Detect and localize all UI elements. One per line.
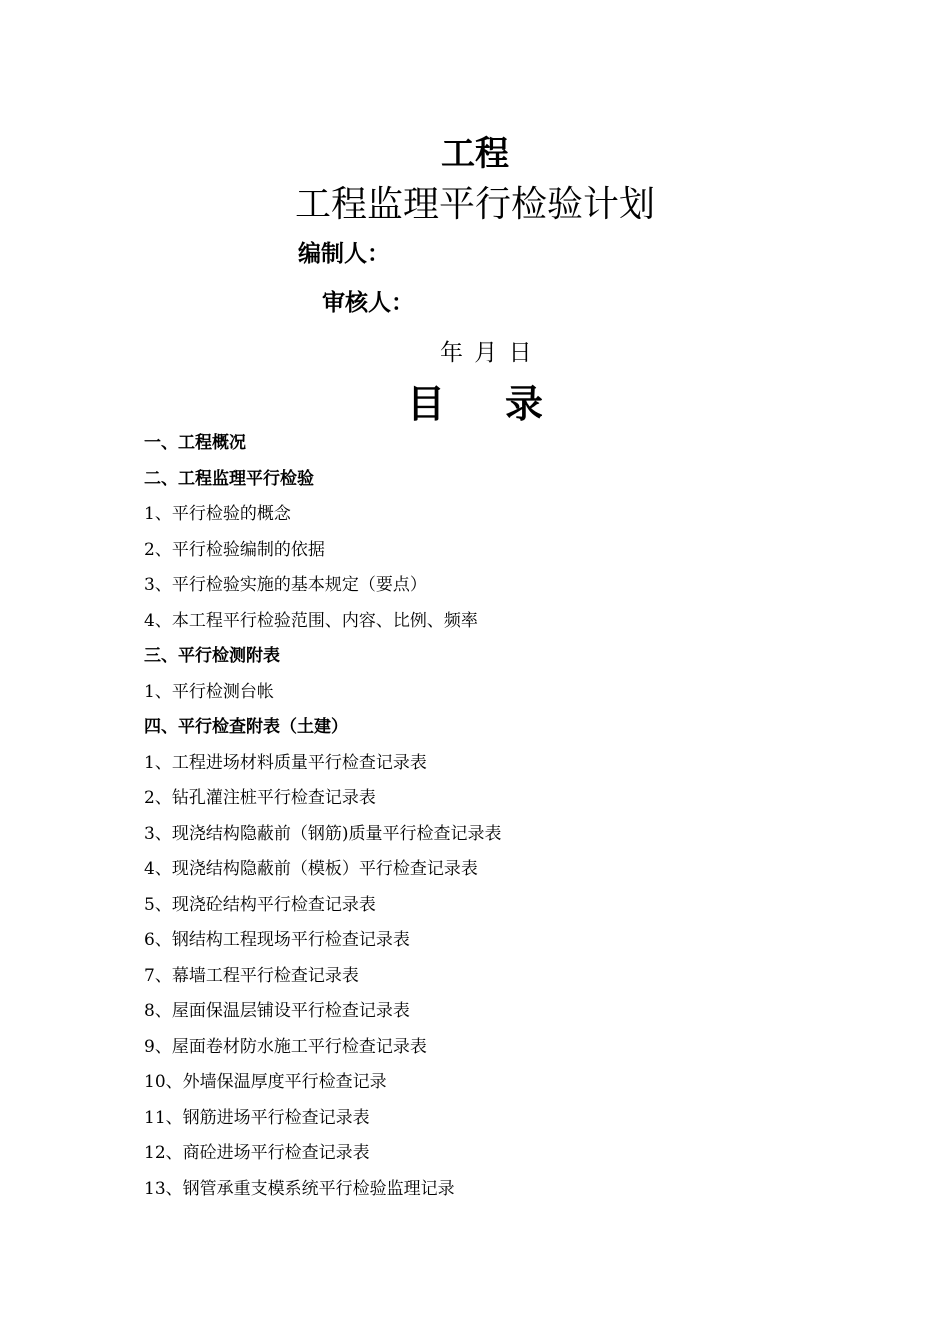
- table-of-contents: [144, 426, 844, 1207]
- toc-entry: 2、钻孔灌注桩平行检查记录表: [144, 788, 376, 808]
- toc-entry: 12、商砼进场平行检查记录表: [144, 1143, 370, 1163]
- toc-title-left: 目: [406, 382, 445, 426]
- toc-entry: 2、平行检验编制的依据: [144, 539, 325, 560]
- plan-title: 工程监理平行检验计划: [294, 184, 655, 225]
- toc-entry: 1、工程进场材料质量平行检查记录表: [144, 752, 427, 773]
- toc-section-heading: 二、工程监理平行检验: [144, 468, 314, 489]
- toc-entry: 4、现浇结构隐蔽前（模板）平行检查记录表: [144, 859, 478, 879]
- toc-title: [0, 380, 950, 428]
- toc-entry: 3、现浇结构隐蔽前（钢筋)质量平行检查记录表: [144, 823, 502, 844]
- toc-entry: 7、幕墙工程平行检查记录表: [144, 965, 359, 986]
- toc-entry: 1、平行检验的概念: [144, 504, 291, 524]
- toc-entry: 5、现浇砼结构平行检查记录表: [144, 894, 376, 915]
- toc-entry: 11、钢筋进场平行检查记录表: [144, 1107, 370, 1128]
- date-line: 年 月 日: [440, 340, 534, 366]
- toc-entry: 1、平行检测台帐: [144, 681, 274, 702]
- toc-section-heading: 三、平行检测附表: [144, 646, 280, 666]
- toc-entry: 6、钢结构工程现场平行检查记录表: [144, 930, 410, 950]
- project-name: 工程: [441, 134, 509, 174]
- toc-section-heading: 四、平行检查附表（土建）: [144, 717, 348, 737]
- toc-entry: 3、平行检验实施的基本规定（要点）: [144, 575, 427, 595]
- toc-entry: 4、本工程平行检验范围、内容、比例、频率: [144, 610, 478, 631]
- toc-entry: 8、屋面保温层铺设平行检查记录表: [144, 1001, 410, 1021]
- toc-entry: 9、屋面卷材防水施工平行检查记录表: [144, 1036, 427, 1057]
- reviewer-label: 审核人：: [322, 290, 414, 316]
- compiler-label: 编制人：: [298, 241, 390, 267]
- toc-entry: 10、外墙保温厚度平行检查记录: [144, 1072, 387, 1092]
- toc-section-heading: 一、工程概况: [144, 433, 246, 453]
- toc-title-right: 录: [505, 382, 544, 426]
- toc-entry: 13、钢管承重支模系统平行检验监理记录: [144, 1178, 455, 1199]
